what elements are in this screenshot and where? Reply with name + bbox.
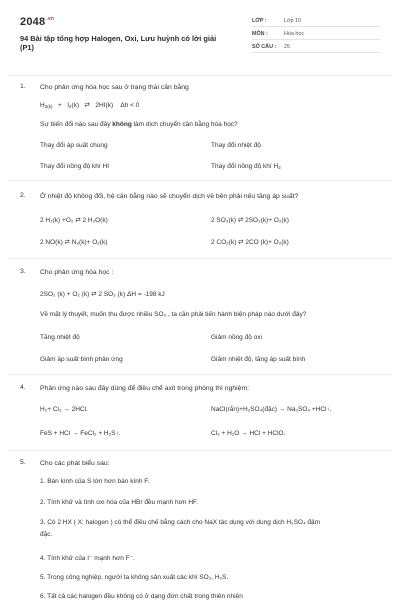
option-b[interactable]: Thay đổi nhiệt độ — [211, 142, 261, 149]
eq-i2-state: (k) — [71, 102, 80, 109]
meta-row-class — [252, 16, 380, 27]
logo-text: 2048 — [20, 16, 46, 28]
option-c[interactable]: Giảm áp suất bình phản ứng — [40, 356, 123, 363]
question-text: Cho các phát biểu sau: — [40, 460, 110, 467]
meta-key: SỐ CÂU : — [252, 44, 277, 50]
question-prompt: Về mặt lý thuyết, muốn thu được nhiều SO₃ , ta cần phải tiến hành biện pháp nào dưới đây? — [40, 311, 307, 318]
option-a[interactable]: H₂+ Cl₂ → 2HCl. — [40, 406, 88, 413]
question-separator — [8, 258, 392, 259]
option-d-text: Thay đổi nồng độ khí H — [211, 163, 279, 170]
meta-value: 25 — [284, 44, 290, 50]
option-c[interactable]: 2 NO(k) ⇄ N₂(k)+ O₂(k) — [40, 239, 108, 246]
statement-3: 3. Có 2 HX ( X: halogen ) có thể điều chế bằng cách cho NaX tác dụng với dung dịch H₂SO₄ đậm — [40, 519, 321, 526]
option-d-sub: 2 — [278, 165, 281, 170]
equation: 2SO₂ (k) + O₂ (k) ⇄ 2 SO₃ (k) ΔH = -198 kJ — [40, 291, 165, 298]
site-logo[interactable] — [20, 16, 54, 28]
page-header — [20, 10, 380, 72]
meta-key: MÔN : — [252, 31, 268, 37]
statement-3-cont: đặc. — [40, 531, 53, 538]
option-c[interactable]: FeS + HCl → FeCl₂ + H₂S↑. — [40, 430, 121, 437]
prompt-post: làm dịch chuyển cân bằng hóa học? — [131, 121, 238, 128]
meta-value: Hóa học — [284, 31, 305, 37]
statement-5: 5. Trong công nghiệp, người ta không sản xuất các khí SO₂, H₂S. — [40, 574, 229, 581]
meta-key: LỚP : — [252, 18, 267, 24]
question-separator — [8, 450, 392, 451]
statement-1: 1. Bán kính của S lớn hơn bán kính F. — [40, 478, 150, 485]
equation — [40, 101, 139, 109]
question-separator — [8, 180, 392, 181]
logo-suffix: .vn — [46, 16, 55, 22]
option-d[interactable]: Cl₂ + H₂O → HCl + HClO. — [211, 430, 286, 437]
page-title: 94 Bài tập tổng hợp Halogen, Oxi, Lưu huỳnh có lời giải (P1) — [20, 34, 217, 52]
statement-4: 4. Tính khử của I⁻ mạnh hơn F⁻. — [40, 555, 135, 562]
option-a[interactable]: Thay đổi áp suất chung — [40, 142, 108, 149]
question-text: Ở nhiệt độ không đổi, hệ cân bằng nào sẽ chuyển dịch về bên phải nếu tăng áp suất? — [40, 193, 299, 200]
eq-arrow: ⇄ — [84, 102, 90, 109]
question-text: Phản ứng nào sau đây dùng để điều chế axit trong phòng thí nghiệm: — [40, 385, 249, 392]
eq-h2: H — [40, 102, 45, 109]
meta-row-count — [252, 42, 380, 53]
option-c[interactable]: Thay đổi nồng độ khí HI — [40, 163, 110, 170]
option-a[interactable]: Tăng nhiệt độ — [40, 334, 80, 341]
eq-plus: + — [57, 102, 62, 109]
eq-h2-sub: 2(k) — [44, 104, 53, 109]
option-a[interactable]: 2 H₂(k) +O₂ ⇄ 2 H₂O(k) — [40, 217, 108, 224]
prompt-pre: Sự biến đổi nào sau đây — [40, 121, 113, 128]
question-prompt — [40, 121, 238, 128]
question-number: 1. — [20, 83, 26, 90]
prompt-bold: không — [112, 121, 132, 128]
option-b[interactable]: 2 SO₃(k) ⇄ 2SO₂(k)+ O₂(k) — [211, 217, 289, 224]
meta-info — [252, 16, 380, 55]
option-b[interactable]: Giảm nồng độ oxi — [211, 334, 262, 341]
option-d[interactable]: 2 CO₂(k) ⇄ 2CO (k)+ O₂(k) — [211, 239, 289, 246]
eq-i2-sub: 2 — [69, 104, 72, 109]
statement-6: 6. Tất cả các halogen đều không có ở dạng đơn chất trong thiên nhiên — [40, 593, 243, 600]
option-d[interactable]: Giảm nhiệt độ, tăng áp suất bình — [211, 356, 306, 363]
eq-i2: I — [67, 102, 69, 109]
question-text: Cho phản ứng hóa học sau ở trạng thái cân bằng — [40, 84, 189, 91]
question-text: Cho phản ứng hóa học : — [40, 269, 114, 276]
option-b[interactable]: NaCl(rắn)+H₂SO₄(đặc) → Na₂SO₄ +HCl↑. — [211, 406, 332, 413]
eq-delta-h: Δh < 0 — [120, 102, 140, 109]
meta-row-subject — [252, 29, 380, 40]
eq-hi: 2HI(k) — [95, 102, 114, 109]
option-d[interactable] — [211, 163, 281, 170]
question-number: 4. — [20, 384, 26, 391]
question-number: 5. — [20, 459, 26, 466]
question-number: 3. — [20, 268, 26, 275]
question-separator — [8, 374, 392, 375]
question-number: 2. — [20, 192, 26, 199]
header-divider — [8, 75, 392, 76]
statement-2: 2. Tính khử và tính oxi hóa của HBr đều mạnh hơn HF. — [40, 499, 199, 506]
meta-value: Lớp 10 — [284, 18, 302, 24]
